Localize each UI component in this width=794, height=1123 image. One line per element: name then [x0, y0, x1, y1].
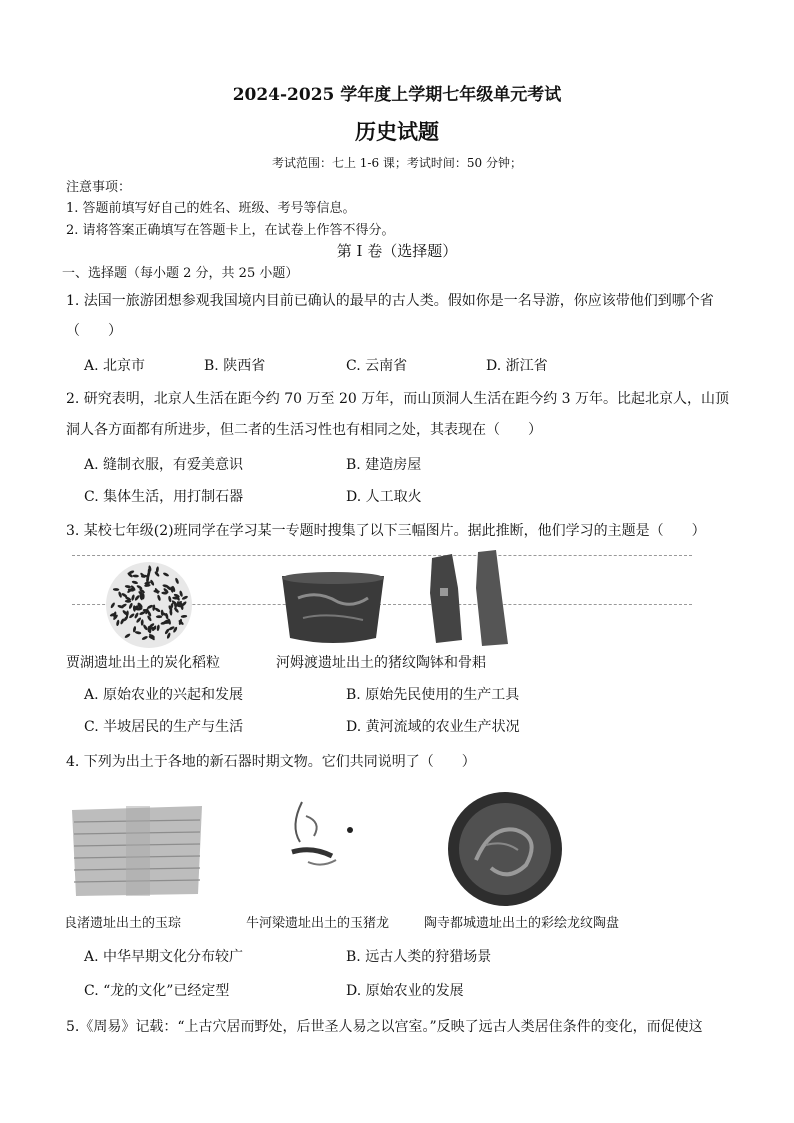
part-title: 第 I 卷（选择题） [336, 242, 458, 260]
exam-range: 考试范围：七上 1-6 课；考试时间：50 分钟； [271, 156, 523, 170]
note-item: 2. 请将答案正确填写在答题卡上，在试卷上作答不得分。 [66, 223, 395, 238]
q2-option-b[interactable]: B. 建造房屋 [346, 457, 422, 473]
q3-stem: 3. 某校七年级(2)班同学在学习某一专题时搜集了以下三幅图片。据此推断，他们学习的主题是（ ） [66, 523, 706, 539]
q2-stem-line1: 2. 研究表明，北京人生活在距今约 70 万至 20 万年，而山顶洞人生活在距今约 3 万年。比起北京人，山顶 [66, 391, 730, 407]
subject-title: 历史试题 [355, 119, 439, 144]
bone-spade-image [426, 548, 516, 648]
notes-label: 注意事项： [66, 180, 132, 195]
q4-option-a[interactable]: A. 中华早期文化分布较广 [84, 949, 244, 965]
jade-pig-dragon-image [282, 796, 362, 880]
q2-option-c[interactable]: C. 集体生活，用打制石器 [84, 489, 244, 505]
q4-option-b[interactable]: B. 远古人类的狩猎场景 [346, 949, 492, 965]
q1-paren: （ ） [66, 323, 122, 339]
q2-option-d[interactable]: D. 人工取火 [346, 489, 422, 505]
q3-caption-1: 贾湖遗址出土的炭化稻粒 [66, 655, 220, 671]
q4-option-c[interactable]: C. “龙的文化”已经定型 [84, 983, 230, 999]
q4-stem: 4. 下列为出土于各地的新石器时期文物。它们共同说明了（ ） [66, 754, 476, 770]
q5-stem: 5.《周易》记载：“上古穴居而野处，后世圣人易之以宫室。”反映了远古人类居住条件的变化，而促使这 [66, 1019, 703, 1035]
q1-option-a[interactable]: A. 北京市 [84, 358, 146, 374]
q2-stem-line2: 洞人各方面都有所进步，但二者的生活习性也有相同之处，其表现在（ ） [66, 422, 542, 438]
dragon-pottery-plate-image [446, 790, 564, 908]
q3-option-b[interactable]: B. 原始先民使用的生产工具 [346, 687, 520, 703]
q1-option-c[interactable]: C. 云南省 [346, 358, 408, 374]
q4-caption-3: 陶寺都城遗址出土的彩绘龙纹陶盘 [424, 916, 620, 931]
jade-cong-image [66, 798, 208, 900]
q4-caption-1: 良渚遗址出土的玉琮 [64, 916, 182, 931]
exam-title: 2024-2025 学年度上学期七年级单元考试 [232, 85, 562, 105]
section-heading: 一、选择题（每小题 2 分，共 25 小题） [62, 266, 299, 281]
q2-option-a[interactable]: A. 缝制衣服，有爱美意识 [84, 457, 244, 473]
q3-option-d[interactable]: D. 黄河流域的农业生产状况 [346, 719, 520, 735]
carbonized-rice-image [104, 560, 194, 650]
q1-option-d[interactable]: D. 浙江省 [486, 358, 548, 374]
q3-option-a[interactable]: A. 原始农业的兴起和发展 [84, 687, 244, 703]
q4-caption-2: 牛河梁遗址出土的玉猪龙 [246, 916, 390, 931]
note-item: 1. 答题前填写好自己的姓名、班级、考号等信息。 [66, 201, 356, 216]
q4-option-d[interactable]: D. 原始农业的发展 [346, 983, 464, 999]
q1-option-b[interactable]: B. 陕西省 [204, 358, 266, 374]
q3-caption-2: 河姆渡遗址出土的猪纹陶钵和骨耜 [276, 655, 486, 671]
q3-option-c[interactable]: C. 半坡居民的生产与生活 [84, 719, 244, 735]
divider [72, 555, 692, 556]
q1-stem: 1. 法国一旅游团想参观我国境内目前已确认的最早的古人类。假如你是一名导游，你应该带他们到哪个省 [66, 293, 714, 309]
pig-pottery-bowl-image [278, 568, 388, 648]
